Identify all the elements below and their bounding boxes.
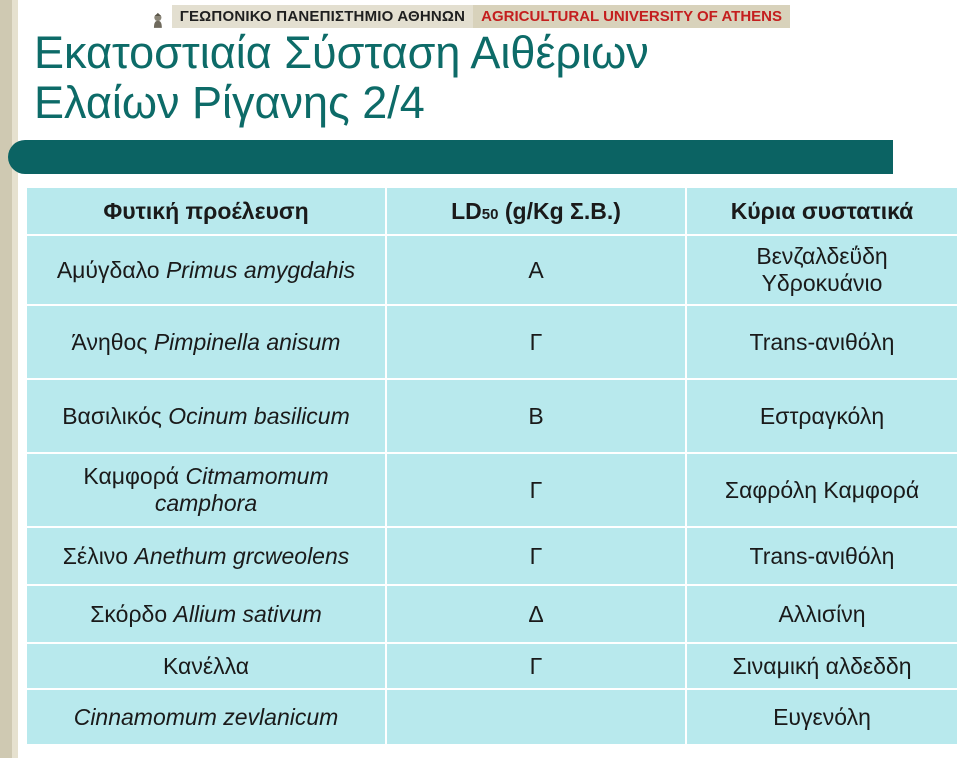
cell-ld50: Γ — [386, 527, 686, 585]
cell-ld50: Γ — [386, 453, 686, 527]
cell-origin: Κανέλλα — [26, 643, 386, 689]
university-name-greek: ΓΕΩΠΟΝΙΚΟ ΠΑΝΕΠΙΣΤΗΜΙΟ ΑΘΗΝΩΝ — [172, 5, 473, 28]
table-row — [26, 689, 958, 745]
table-header-row — [26, 187, 958, 235]
cell-origin: Άνηθος Pimpinella anisum — [26, 305, 386, 379]
left-decorative-band — [0, 0, 12, 758]
table-row — [26, 453, 958, 527]
cell-components: Ευγενόλη — [686, 689, 958, 745]
cell-ld50: A — [386, 235, 686, 305]
cell-origin: Cinnamomum zevlanicum — [26, 689, 386, 745]
left-decorative-band-inner — [12, 0, 18, 758]
cell-origin: Σέλινο Anethum grcweolens — [26, 527, 386, 585]
table-row — [26, 643, 958, 689]
cell-components: Βενζαλδεΰδη Υδροκυάνιο — [686, 235, 958, 305]
cell-origin: Καμφορά Citmamomum camphora — [26, 453, 386, 527]
university-header — [150, 2, 790, 30]
cell-components: Σαφρόλη Καμφορά — [686, 453, 958, 527]
cell-components: Σιναμική αλδεδδη — [686, 643, 958, 689]
cell-ld50 — [386, 689, 686, 745]
table-row — [26, 527, 958, 585]
slide-title-line2: Ελαίων Ρίγανης 2/4 — [34, 77, 425, 128]
cell-origin: Αμύγδαλο Primus amygdahis — [26, 235, 386, 305]
header-origin: Φυτική προέλευση — [26, 187, 386, 235]
cell-ld50: Γ — [386, 643, 686, 689]
cell-components: Αλλισίνη — [686, 585, 958, 643]
header-ld50: LD50 (g/Kg Σ.Β.) — [386, 187, 686, 235]
cell-origin: Βασιλικός Ocinum basilicum — [26, 379, 386, 453]
essential-oils-table — [25, 186, 959, 746]
university-name-english: AGRICULTURAL UNIVERSITY OF ATHENS — [473, 5, 790, 28]
cell-ld50: Δ — [386, 585, 686, 643]
table-row — [26, 305, 958, 379]
cell-components: Εστραγκόλη — [686, 379, 958, 453]
title-divider-bar — [8, 140, 893, 174]
header-components: Κύρια συστατικά — [686, 187, 958, 235]
cell-ld50: Γ — [386, 305, 686, 379]
cell-ld50: Β — [386, 379, 686, 453]
slide-title-line1: Εκατοστιαία Σύσταση Αιθέριων — [34, 27, 649, 78]
table-row — [26, 585, 958, 643]
cell-origin: Σκόρδο Allium sativum — [26, 585, 386, 643]
table-row — [26, 379, 958, 453]
slide-title — [34, 28, 914, 128]
cell-components: Trans-ανιθόλη — [686, 527, 958, 585]
table-row — [26, 235, 958, 305]
cell-components: Trans-ανιθόλη — [686, 305, 958, 379]
